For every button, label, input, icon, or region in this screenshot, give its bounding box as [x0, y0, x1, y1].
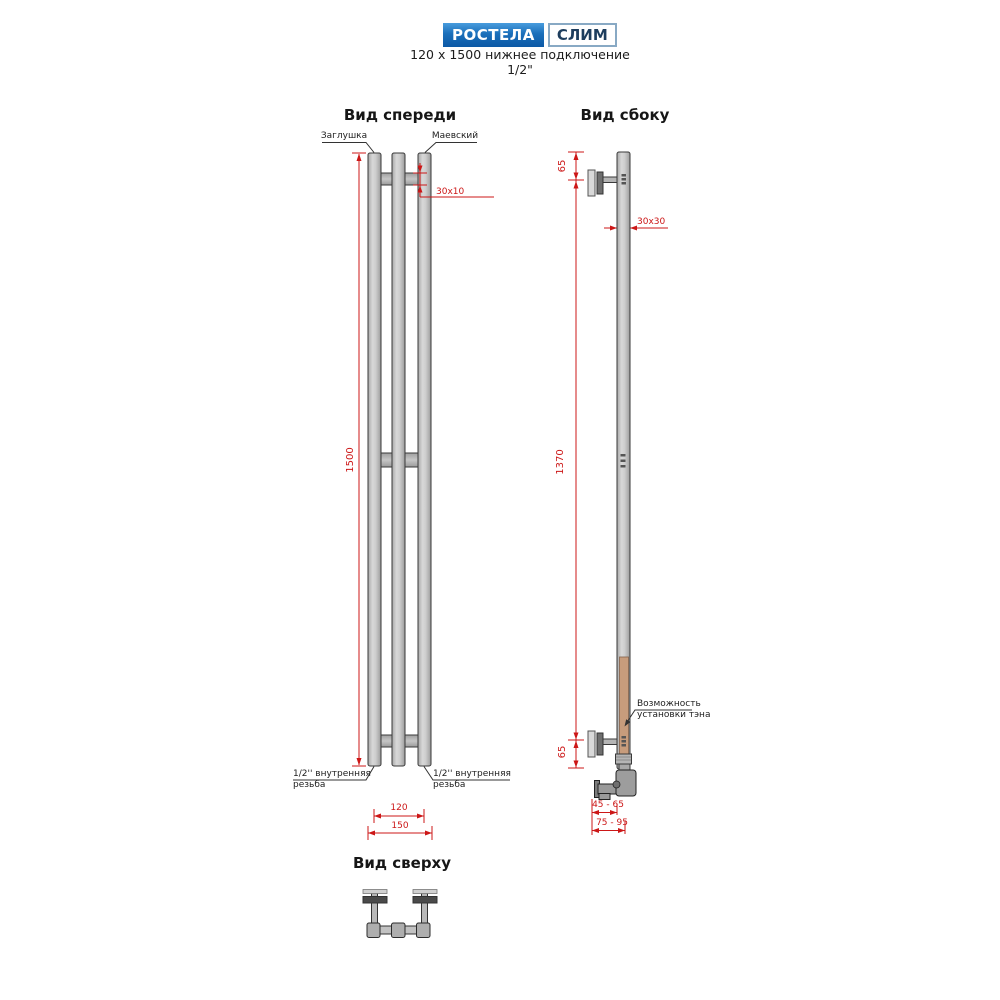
side-height-label: 1370 [555, 449, 566, 475]
front-height-label: 1500 [345, 447, 356, 473]
front-view-drawing [293, 143, 510, 841]
side-view-drawing [568, 152, 692, 835]
plug-label: Заглушка [320, 131, 368, 141]
front-tube-middle [392, 153, 405, 766]
wall-bracket-top [588, 170, 617, 196]
series-name: СЛИМ [548, 23, 617, 47]
front-tube-left [368, 153, 381, 766]
profile-size-label: 30x30 [637, 217, 666, 227]
heater-note: Возможность установки тэна [637, 699, 711, 720]
air-vent-label: Маевский [431, 131, 479, 141]
thread-label-right: 1/2'' внутренняя резьба [433, 769, 511, 790]
valve-assembly [595, 754, 637, 800]
width-inner-label: 120 [390, 803, 408, 813]
wall-bracket-bottom [588, 731, 617, 757]
top-view-drawing [363, 890, 437, 938]
wall-distance-outer-label: 75 - 95 [596, 818, 628, 828]
crossbar-size-label: 30x10 [436, 187, 465, 197]
width-outer-label: 150 [391, 821, 409, 831]
bottom-offset-label: 65 [557, 745, 568, 759]
brand-name: РОСТЕЛА [443, 23, 544, 47]
elbow-foot [599, 794, 610, 800]
thread-label-left: 1/2'' внутренняя резьба [293, 769, 371, 790]
front-view-title: Вид спереди [343, 106, 457, 124]
side-view-title: Вид сбоку [580, 106, 670, 124]
brand-logo [443, 23, 617, 47]
front-tube-right [418, 153, 431, 766]
top-offset-label: 65 [557, 159, 568, 173]
model-subtitle: 120 x 1500 нижнее подключение 1/2" [410, 47, 630, 77]
wall-distance-label: 45 - 65 [592, 800, 624, 810]
top-view-title: Вид сверху [352, 854, 452, 872]
